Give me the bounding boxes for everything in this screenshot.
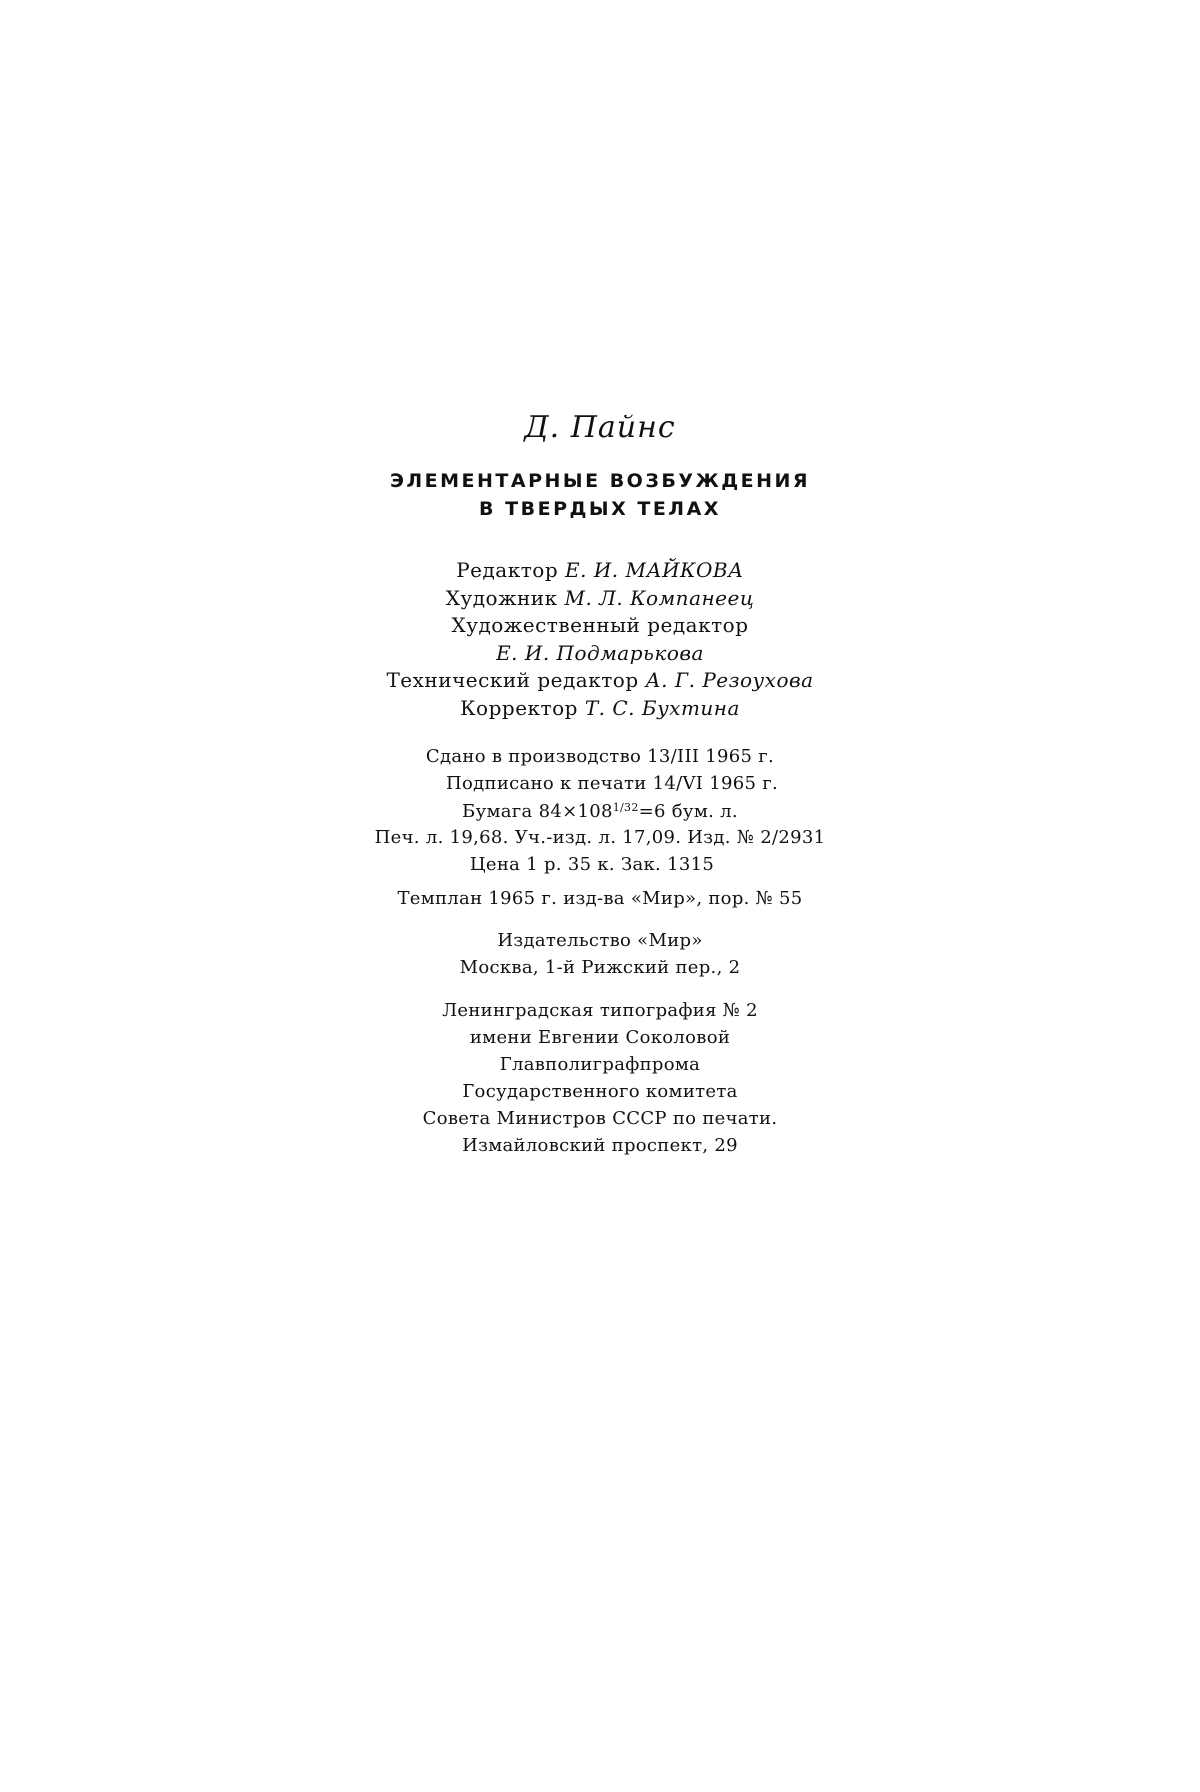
proofreader-name: Т. С. Бухтина bbox=[584, 696, 740, 720]
publisher-name: Издательство «Мир» bbox=[497, 930, 703, 951]
tech-editor-name: А. Г. Резоухова bbox=[645, 668, 814, 692]
printer-line-5: Совета Министров СССР по печати. bbox=[422, 1108, 778, 1129]
editor-role: Редактор bbox=[456, 558, 559, 582]
printer-line-1: Ленинградская типография № 2 bbox=[442, 1000, 758, 1021]
artist-role: Художник bbox=[445, 586, 558, 610]
submitted-date: Сдано в производство 13/III 1965 г. bbox=[425, 746, 775, 767]
book-title-line-1: ЭЛЕМЕНТАРНЫЕ ВОЗБУЖДЕНИЯ bbox=[389, 470, 811, 492]
editor-credit bbox=[0, 560, 1200, 580]
paper-format bbox=[0, 802, 1200, 821]
artist-name: М. Л. Компанеец bbox=[564, 586, 755, 610]
tech-editor-role: Технический редактор bbox=[386, 668, 639, 692]
proofreader-role: Корректор bbox=[460, 696, 578, 720]
publishing-plan: Темплан 1965 г. изд-ва «Мир», пор. № 55 bbox=[397, 888, 803, 909]
book-title-line-2: В ТВЕРДЫХ ТЕЛАХ bbox=[479, 498, 721, 520]
author-name: Д. Пайнс bbox=[524, 410, 676, 445]
paper-format-fraction: 1/32 bbox=[612, 801, 639, 814]
sheet-counts: Печ. л. 19,68. Уч.-изд. л. 17,09. Изд. № 2/2931 bbox=[374, 827, 826, 848]
artist-credit bbox=[0, 588, 1200, 608]
printer-line-6: Измайловский проспект, 29 bbox=[462, 1135, 738, 1156]
price-and-order: Цена 1 р. 35 к. Зак. 1315 bbox=[469, 854, 715, 875]
proofreader-credit bbox=[0, 698, 1200, 718]
printer-line-4: Государственного комитета bbox=[462, 1081, 738, 1102]
tech-editor-credit bbox=[0, 670, 1200, 690]
signed-date: Подписано к печати 14/VI 1965 г. bbox=[446, 773, 778, 794]
paper-format-suffix: =6 бум. л. bbox=[638, 801, 738, 822]
printer-line-2: имени Евгении Соколовой bbox=[469, 1027, 731, 1048]
printer-line-3: Главполиграфпрома bbox=[499, 1054, 701, 1075]
art-editor-name-text: Е. И. Подмарькова bbox=[496, 641, 704, 665]
art-editor-name bbox=[0, 643, 1200, 663]
publisher-address: Москва, 1-й Рижский пер., 2 bbox=[459, 957, 741, 978]
paper-format-prefix: Бумага 84×108 bbox=[462, 801, 613, 822]
editor-name: Е. И. МАЙКОВА bbox=[565, 558, 744, 582]
art-editor-role: Художественный редактор bbox=[451, 613, 749, 637]
